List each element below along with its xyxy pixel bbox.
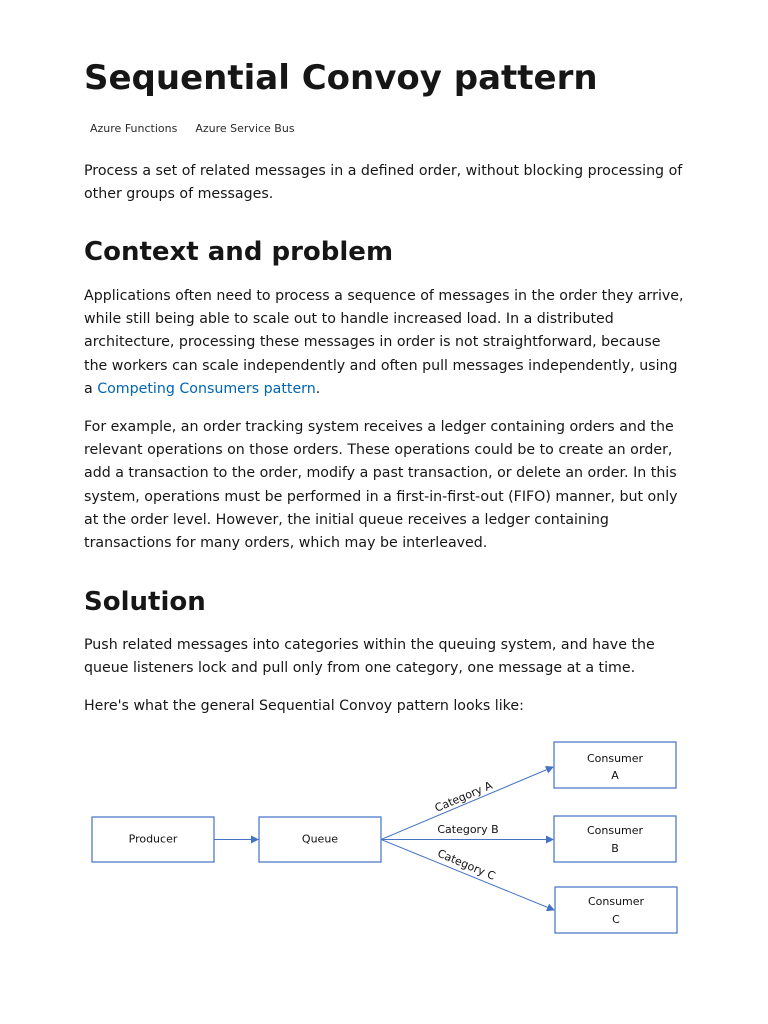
consumer-b-label-line1: Consumer (586, 824, 644, 837)
queue-to-consumer-c-arrow (381, 840, 554, 911)
competing-consumers-link[interactable]: Competing Consumers pattern (97, 380, 316, 397)
consumer-c-label-line2: C (612, 913, 620, 926)
context-paragraph-1 (84, 285, 688, 401)
consumer-b-box (554, 816, 676, 862)
tag-azure-service-bus[interactable]: Azure Service Bus (195, 122, 295, 135)
solution-paragraph-1: Push related messages into categories within the queuing system, and have the queue listeners lock and pull only from one category, one message at a time. (84, 637, 655, 677)
consumer-a-label-line1: Consumer (586, 752, 644, 765)
intro-paragraph: Process a set of related messages in a defined order, without blocking processing of other groups of messages. (84, 163, 683, 203)
context-paragraph-2: For example, an order tracking system receives a ledger containing orders and the relevant operations on those orders. These operations could be to create an order, add a transaction to the order, modify a past transaction, or delete an order. In this system, operations must be performed in a first-in-first-out (FIFO) manner, but only at the order level. However, the initial queue receives a ledger containing transactions for many orders, which may be interleaved. (84, 419, 678, 552)
page-title: Sequential Convoy pattern (84, 58, 598, 98)
category-a-label: Category A (432, 778, 495, 815)
context-paragraph-1-text: Applications often need to process a sequence of messages in the order they arrive, while still being able to scale out to handle increased load. In a distributed architecture, processing these messages in order is not straightforward, because the workers can scale independently and often pull messages independently, using a (84, 288, 684, 397)
queue-label: Queue (301, 832, 339, 846)
context-heading: Context and problem (84, 237, 394, 267)
sequential-convoy-diagram (84, 730, 688, 950)
consumer-c-label-line1: Consumer (587, 895, 645, 908)
tag-list (90, 122, 295, 135)
context-paragraph-1-end: . (315, 380, 321, 397)
solution-paragraph-2: Here's what the general Sequential Convoy pattern looks like: (84, 698, 524, 714)
solution-heading: Solution (84, 587, 206, 617)
consumer-b-label-line2: B (611, 842, 619, 855)
producer-label: Producer (128, 832, 178, 846)
tag-azure-functions[interactable]: Azure Functions (90, 122, 178, 135)
consumer-c-box (555, 887, 677, 933)
category-b-label: Category B (437, 823, 499, 836)
consumer-a-label-line2: A (611, 769, 619, 782)
category-c-label: Category C (435, 846, 498, 883)
